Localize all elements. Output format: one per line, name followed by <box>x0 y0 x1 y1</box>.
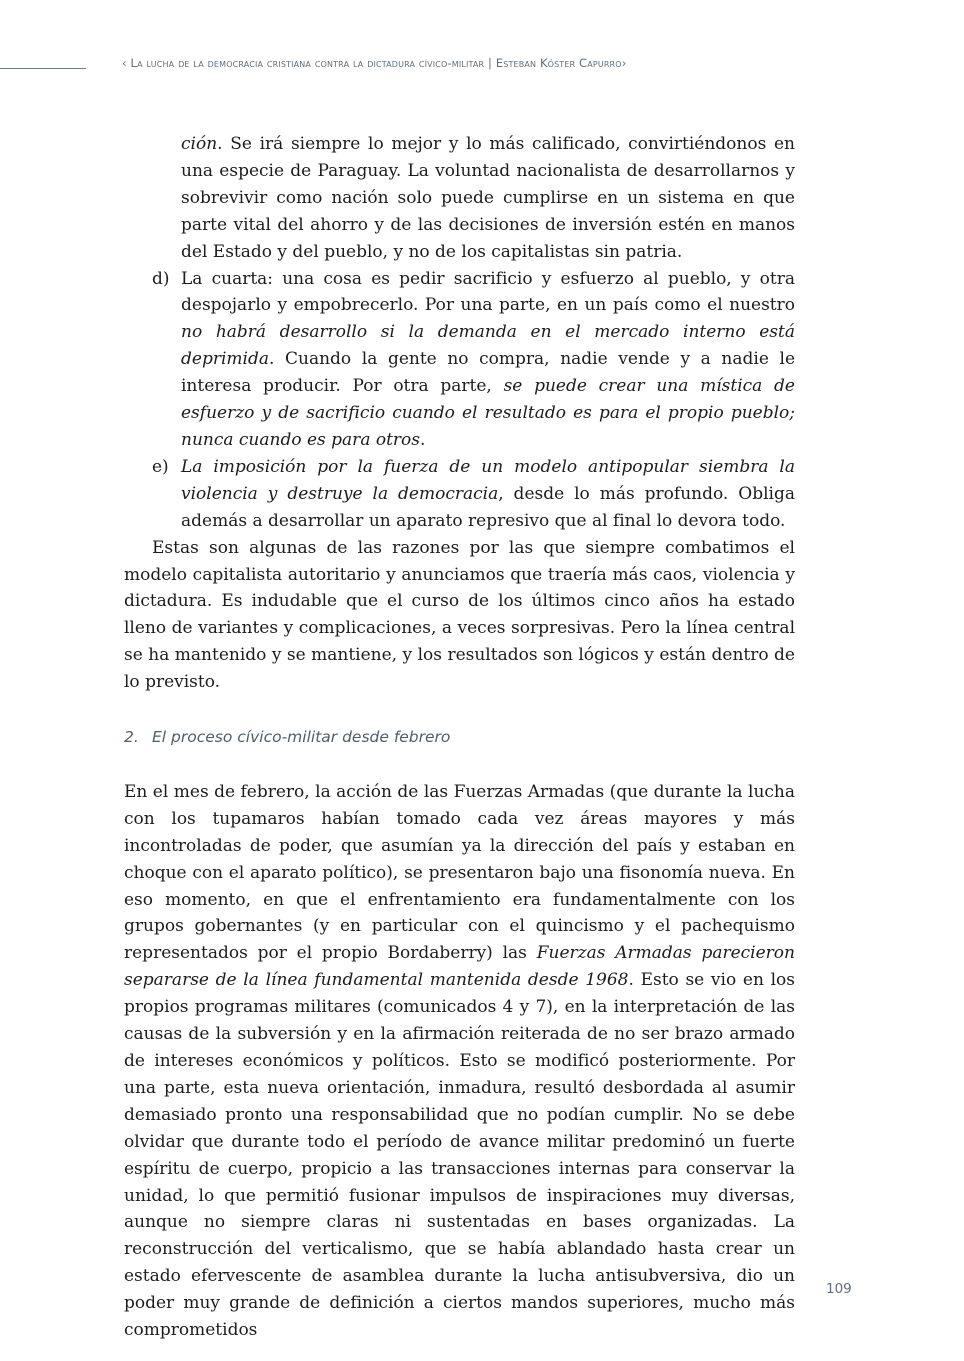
febrero-text-1: En el mes de febrero, la acción de las Fuerzas Armadas (que durante la lucha con los tupamaros habían tomado cada vez áreas mayores y más incontroladas de poder, que asumían ya la dirección del país y estaban en choque con el aparato político), se presentaron bajo una fisonomía nueva. En eso momento, en que el enfrentamiento era fundamentalmente con los grupos gobernantes (y en particular con el quincismo y el pachequismo representados por el propio Bordaberry) las <box>124 781 795 964</box>
item-e-italic-1: La imposición por la fuerza de un modelo antipopular siembra la violencia y destruye la democracia <box>181 456 795 504</box>
running-header: ‹ La lucha de la democracia cristiana contra la dictadura cívico-militar | Esteban Köster Capurro› <box>122 56 627 70</box>
febrero-text-2: . Esto se vio en los propios programas militares (comunicados 4 y 7), en la interpretación de las causas de la subversión y en la afirmación reiterada de no ser brazo armado de intereses económicos y políticos. Esto se modificó posteriormente. Por una parte, esta nueva orientación, inmadura, resultó desbordada al asumir demasiado pronto una responsabilidad que no podían cumplir. No se debe olvidar que durante todo el período de avance militar predominó un fuerte espíritu de cuerpo, propicio a las transacciones internas para conservar la unidad, lo que permitió fusionar impulsos de inspiraciones muy diversas, aunque no siempre claras ni sustentadas en bases organizadas. La reconstrucción del verticalismo, que se había ablandado hasta crear un estado efervescente de asamblea durante la lucha antisubversiva, dio un poder muy grande de definición a ciertos mandos superiores, mucho más comprometidos <box>124 970 795 1341</box>
header-rule <box>0 68 86 69</box>
continuation-paragraph <box>124 131 795 266</box>
list-item-e <box>124 454 795 535</box>
paragraph-conclusion: Estas son algunas de las razones por las que siempre combatimos el modelo capitalista autoritario y anunciamos que traería más caos, violencia y dictadura. Es indudable que el curso de los últimos cinco años ha estado lleno de variantes y complicaciones, a veces sorpresivas. Pero la línea central se ha mantenido y se mantiene, y los resultados son lógicos y están dentro de lo previsto. <box>124 537 795 693</box>
section-heading <box>124 724 795 751</box>
febrero-italic-1: Fuerzas Armadas parecieron separarse de la línea fundamental mantenida desde 1968 <box>124 943 795 991</box>
item-d-italic-1: no habrá desarrollo si la demanda en el mercado interno está deprimida <box>181 322 795 370</box>
item-d-text-3: . <box>420 429 426 450</box>
list-marker-d: d) <box>152 268 170 289</box>
body-text <box>124 131 795 1344</box>
list-item-d <box>124 266 795 454</box>
section-number: 2. <box>124 728 139 747</box>
continuation-text: . Se irá siempre lo mejor y lo más calificado, convirtiéndonos en una especie de Paraguay. La voluntad nacionalista de desarrollarnos y sobrevivir como nación solo puede cumplirse en un sistema en que parte vital del ahorro y de las decisiones de inversión estén en manos del Estado y del pueblo, y no de los capitalistas sin patria. <box>181 134 795 262</box>
item-d-text-1: La cuarta: una cosa es pedir sacrificio y esfuerzo al pueblo, y otra despojarlo y empobrecerlo. Por una parte, en un país como el nuestro <box>181 268 795 316</box>
page-number: 109 <box>826 1281 852 1297</box>
paragraph-febrero <box>124 779 795 1344</box>
item-d-text-2: . Cuando la gente no compra, nadie vende y a nadie le interesa producir. Por otra parte, <box>181 349 795 397</box>
continuation-italic: ción <box>181 134 218 154</box>
list-marker-e: e) <box>152 456 169 477</box>
item-e-text-1: , desde lo más profundo. Obliga además a desarrollar un aparato represivo que al final lo devora todo. <box>181 483 795 531</box>
item-d-italic-2: se puede crear una mística de esfuerzo y de sacrificio cuando el resultado es para el propio pueblo; nunca cuando es para otros <box>181 376 795 450</box>
section-title: El proceso cívico-militar desde febrero <box>152 728 451 747</box>
